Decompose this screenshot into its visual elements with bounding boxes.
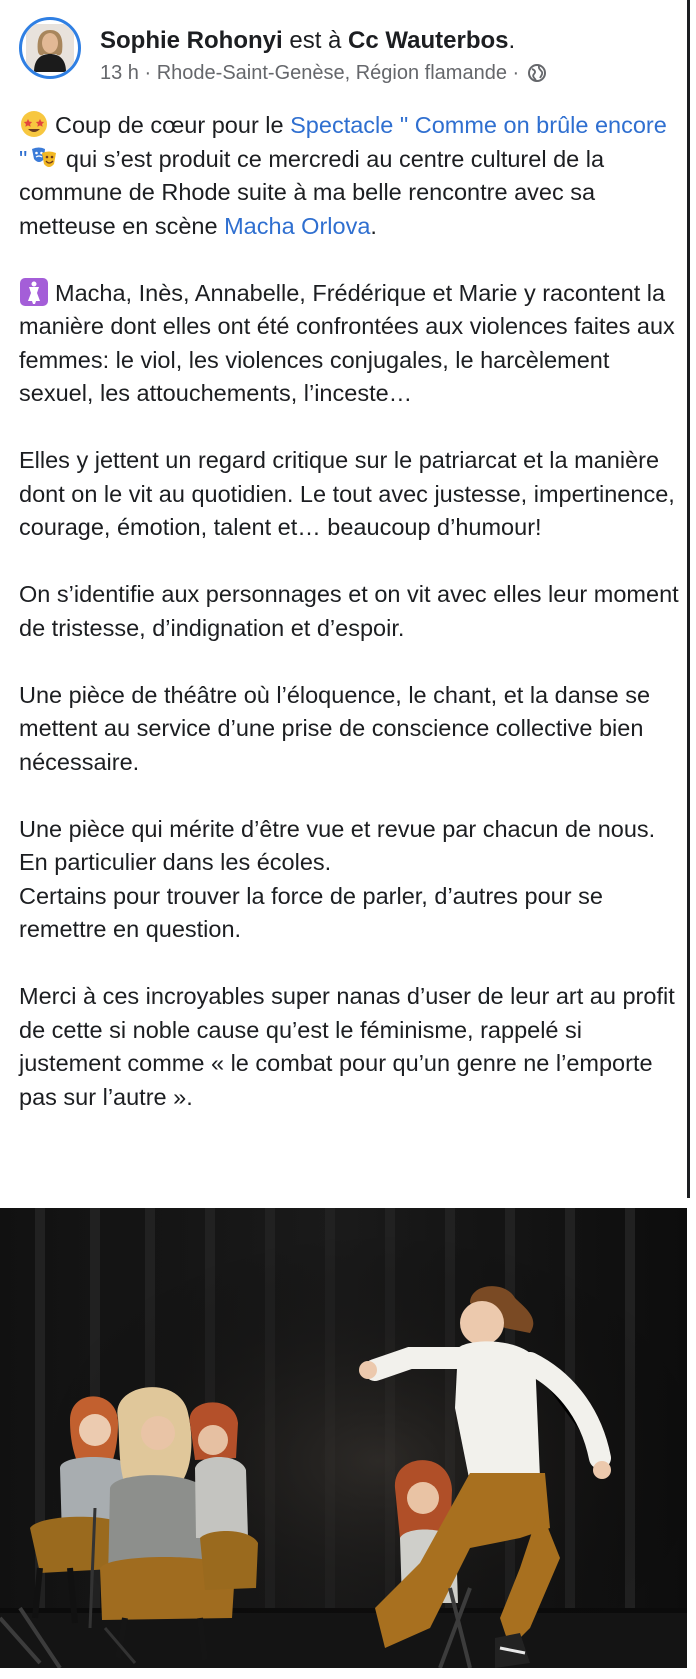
star-struck-emoji xyxy=(19,109,49,139)
avatar[interactable] xyxy=(19,17,81,79)
p2-text: Macha, Inès, Annabelle, Frédérique et Marie y racontent la manière dont elles ont été confrontées aux violences faites aux femmes: le viol, les violences conjugales, le harcèlement sexuel, les attouchements, l’inceste… xyxy=(19,279,675,406)
p1-text-b: qui s’est produit ce mercredi au centre culturel de la commune de Rhode suite à ma belle rencontre avec sa metteuse en scène xyxy=(19,145,605,239)
place-suffix: . xyxy=(508,27,516,54)
p1-text-c: . xyxy=(370,212,377,239)
author-line xyxy=(100,27,515,55)
post-time[interactable]: 13 h xyxy=(100,62,139,84)
spectacle-link[interactable]: Spectacle " Comme on brûle encore " xyxy=(19,112,667,172)
meta-separator-2: · xyxy=(512,62,520,84)
post-location[interactable]: Rhode-Saint-Genèse, Région flamande xyxy=(156,62,507,84)
paragraph-6 xyxy=(19,813,679,947)
post-header xyxy=(19,17,669,87)
post-meta xyxy=(100,61,547,89)
paragraph-1 xyxy=(19,109,679,243)
paragraph-5: Une pièce de théâtre où l’éloquence, le chant, et la danse se mettent au service d’une prise de conscience collective bien nécessaire. xyxy=(19,681,651,775)
avatar-photo xyxy=(26,24,74,72)
author-name[interactable]: Sophie Rohonyi xyxy=(100,27,283,54)
place-name[interactable]: Cc Wauterbos xyxy=(348,27,509,54)
paragraph-2 xyxy=(19,277,679,411)
globe-icon[interactable] xyxy=(527,63,547,89)
macha-orlova-link[interactable]: Macha Orlova xyxy=(224,212,371,239)
is-at-text: est à xyxy=(289,27,342,54)
paragraph-3: Elles y jettent un regard critique sur le patriarcat et la manière dont on le vit au quotidien. Le tout avec justesse, impertinence, courage, émotion, talent et… beaucoup d’humour! xyxy=(19,447,675,540)
p6-line-a: Une pièce qui mérite d’être vue et revue par chacun de nous. En particulier dans les écoles. xyxy=(19,815,656,875)
theater-stage-photo xyxy=(0,1208,687,1668)
p1-text-a: Coup de cœur pour le xyxy=(55,112,291,138)
theater-masks-emoji xyxy=(29,143,59,173)
meta-separator: · xyxy=(144,62,152,84)
paragraph-7: Merci à ces incroyables super nanas d’user de leur art au profit de cette si noble cause qu’est le féminisme, rappelé si justement comme « le combat pour qu’un genre ne l’emporte pas sur l’autre ». xyxy=(19,983,675,1110)
post-text xyxy=(19,109,679,1114)
woman-symbol-emoji xyxy=(19,277,49,307)
paragraph-4: On s’identifie aux personnages et on vit avec elles leur moment de tristesse, d’indignation et d’espoir. xyxy=(19,581,679,641)
p6-line-b: Certains pour trouver la force de parler, d’autres pour se remettre en question. xyxy=(19,882,603,942)
post-photo[interactable] xyxy=(0,1208,687,1668)
